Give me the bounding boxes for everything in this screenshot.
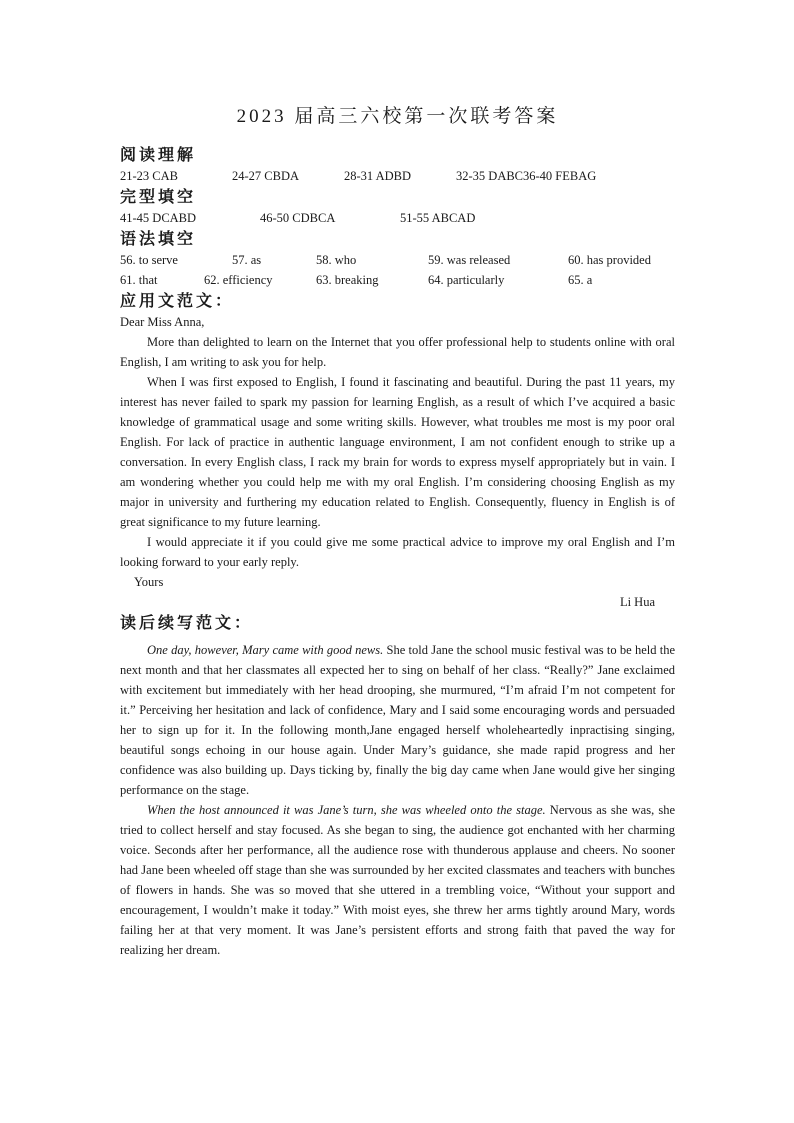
paragraph-lead-sentence: One day, however, Mary came with good news. xyxy=(147,643,384,657)
cloze-answer: 51-55 ABCAD xyxy=(400,211,476,225)
cloze-answers xyxy=(120,208,675,228)
cloze-heading: 完型填空 xyxy=(120,187,197,206)
paragraph-lead-sentence: When the host announced it was Jane’s turn, she was wheeled onto the stage. xyxy=(147,803,546,817)
letter-paragraph: When I was first exposed to English, I found it fascinating and beautiful. During the past 11 years, my interest has never failed to spark my passion for learning English, as a result of which I’ve acquired a basic knowledge of grammatical usage and some writing skills. However, what troubles me most is my poor oral English. For lack of practice in authentic language environment, I am not confident enough to strike up a conversation. In every English class, I rack my brain for words to express myself appropriately but in vain. I am wondering whether you could help me with my oral English. I’m considering choosing English as my major in university and furthering my education related to English. Consequently, fluency in English is of great significance to my future learning. xyxy=(120,375,675,529)
reading-answer: 24-27 CBDA xyxy=(232,169,300,183)
continuation-paragraph xyxy=(120,800,675,960)
grammar-heading: 语法填空 xyxy=(120,229,197,248)
reading-answers xyxy=(120,166,675,186)
grammar-answer: 58. who xyxy=(316,253,357,267)
letter-heading: 应用文范文： xyxy=(120,291,235,310)
reading-answer: 21-23 CAB xyxy=(120,169,178,183)
reading-heading: 阅读理解 xyxy=(120,145,197,164)
grammar-answers-row-1 xyxy=(120,250,675,270)
grammar-answer: 57. as xyxy=(232,253,262,267)
grammar-answer: 59. was released xyxy=(428,253,511,267)
grammar-answer: 56. to serve xyxy=(120,253,178,267)
grammar-answer: 61. that xyxy=(120,273,158,287)
reading-answer: 28-31 ADBD xyxy=(344,169,412,183)
continuation-heading: 读后续写范文： xyxy=(120,613,254,632)
continuation-paragraph xyxy=(120,640,675,800)
grammar-answers-row-2 xyxy=(120,270,675,290)
grammar-answer: 60. has provided xyxy=(568,253,651,267)
answer-document xyxy=(120,104,675,960)
grammar-answer: 63. breaking xyxy=(316,273,379,287)
page-title: 2023 届高三六校第一次联考答案 xyxy=(236,106,559,127)
reading-answer: 32-35 DABC36-40 FEBAG xyxy=(456,169,597,183)
cloze-answer: 41-45 DCABD xyxy=(120,211,197,225)
letter-closing: Yours xyxy=(134,575,164,589)
grammar-answer: 64. particularly xyxy=(428,273,505,287)
grammar-answer: 62. efficiency xyxy=(204,273,273,287)
letter-paragraph: I would appreciate it if you could give me some practical advice to improve my oral English and I’m looking forward to your early reply. xyxy=(120,535,675,569)
paragraph-body: She told Jane the school music festival was to be held the next month and that her classmates all expected her to sing on behalf of her class. “Really?” Jane exclaimed with excitement but immediately with her head drooping, she murmured, “I’m afraid I’m not competent for it.” Perceiving her hesitation and lack of confidence, Mary and I said some encouraging words and persuaded her to sign up for it. In the following month,Jane engaged herself wholeheartedly inpractising singing, beautiful songs echoing in our house again. Under Mary’s guidance, she made rapid progress and her confidence was also building up. Days ticking by, finally the big day came when Jane would give her singing performance on the stage. xyxy=(120,643,675,797)
paragraph-body: Nervous as she was, she tried to collect herself and stay focused. As she began to sing, the audience got enchanted with her charming voice. Seconds after her performance, all the audience rose with thunderous applause and cheers. No sooner had Jane been wheeled off stage than she was surrounded by her excited classmates and teachers with bunches of flowers in hands. She was so moved that she uttered in a trembling voice, “Without your support and encouragement, I wouldn’t make it today.” With moist eyes, she threw her arms tightly around Mary, words failing her at that very moment. It was Jane’s persistent efforts and strong faith that paved the way for realizing her dream. xyxy=(120,803,675,957)
letter-signature: Li Hua xyxy=(619,595,655,609)
letter-paragraph: More than delighted to learn on the Internet that you offer professional help to students online with oral English, I am writing to ask you for help. xyxy=(120,335,675,369)
letter-salutation: Dear Miss Anna, xyxy=(120,315,205,329)
grammar-answer: 65. a xyxy=(568,273,593,287)
cloze-answer: 46-50 CDBCA xyxy=(260,211,336,225)
